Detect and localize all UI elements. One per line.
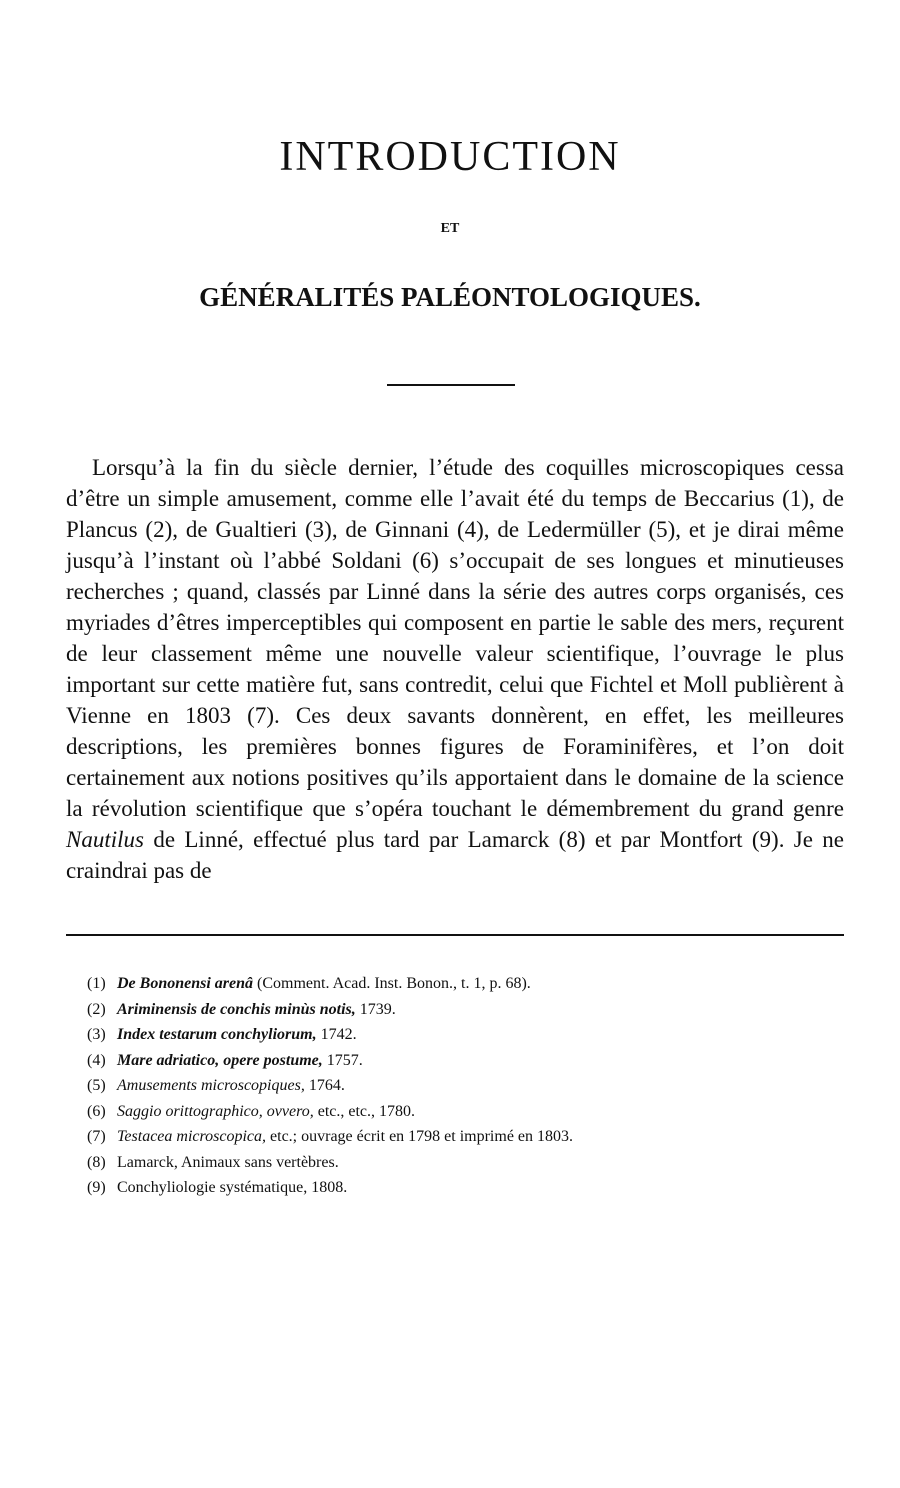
page-subtitle: GÉNÉRALITÉS PALÉONTOLOGIQUES. (199, 282, 701, 312)
genus-name: Nautilus (66, 827, 144, 852)
footnote-text: 1764. (304, 1077, 345, 1094)
footnote-text: etc., etc., 1780. (313, 1102, 416, 1120)
footnote-work-title: Ariminensis de conchis minùs notis, (117, 1000, 356, 1018)
footnote-item (87, 1099, 807, 1125)
title-divider (387, 384, 515, 386)
footnote-work-title: De Bononensi arenâ (117, 975, 254, 992)
footnote-work-title: Amusements microscopiques, (117, 1077, 305, 1094)
footnote-item (87, 1048, 807, 1074)
footnote-list (87, 971, 807, 1201)
body-text-segment-2: de Linné, effectué plus tard par Lamarck (8) et par Montfort (9). Je ne craindrai pas de (66, 827, 845, 883)
footnote-number: (3) (87, 1026, 106, 1043)
footnote-text: 1742. (316, 1026, 357, 1043)
footnote-number: (6) (87, 1102, 106, 1120)
footnote-number: (1) (87, 975, 106, 992)
footnote-work-title: Testacea microscopica, (117, 1128, 267, 1145)
footnote-text: 1757. (322, 1051, 363, 1069)
footnote-item (87, 997, 807, 1023)
footnote-item (87, 1175, 807, 1201)
footnote-separator (66, 934, 844, 936)
footnote-item (87, 1150, 807, 1176)
footnote-text: 1739. (355, 1000, 396, 1018)
footnote-item (87, 1022, 807, 1048)
footnote-text: etc.; ouvrage écrit en 1798 et imprimé en 1803. (266, 1128, 574, 1145)
footnote-text: Conchyliologie systématique, 1808. (117, 1179, 348, 1196)
footnote-number: (5) (87, 1077, 106, 1094)
footnote-number: (8) (87, 1153, 106, 1171)
footnote-number: (9) (87, 1179, 106, 1196)
title-conjunction: ET (440, 221, 460, 236)
body-paragraph (66, 452, 844, 886)
footnote-number: (7) (87, 1128, 106, 1145)
footnote-work-title: Saggio orittographico, ovvero, (117, 1102, 314, 1120)
footnote-work-title: Index testarum conchyliorum, (117, 1026, 317, 1043)
footnote-work-title: Mare adriatico, opere postume, (117, 1051, 323, 1069)
footnote-text: Lamarck, Animaux sans vertèbres. (117, 1153, 339, 1171)
footnote-number: (2) (87, 1000, 106, 1018)
footnote-item (87, 971, 807, 997)
page-title: INTRODUCTION (279, 134, 621, 180)
footnote-number: (4) (87, 1051, 106, 1069)
footnote-text: (Comment. Acad. Inst. Bonon., t. 1, p. 68). (253, 975, 531, 992)
body-text-segment-1: Lorsqu’à la fin du siècle dernier, l’étude des coquilles microscopiques cessa d’être un simple amusement, comme elle l’avait été du temps de Beccarius (1), de Plancus (2), de Gualtieri (3), de Ginnani (4), de Ledermüller (5), et je dirai même jusqu’à l’instant où l’abbé Soldani (6) s’occupait de ses longues et minutieuses recherches ; quand, classés par Linné dans la série des autres corps organisés, ces myriades d’êtres imperceptibles qui composent en partie le sable des mers, reçurent de leur classement même une nouvelle valeur scientifique, l’ouvrage le plus important sur cette matière fut, sans contredit, celui que Fichtel et Moll publièrent à Vienne en 1803 (7). Ces deux savants donnèrent, en effet, les meilleures descriptions, les premières bonnes figures de Foraminifères, et l’on doit certainement aux notions positives qu’ils apportaient dans le domaine de la science la révolution scientifique que s’opéra touchant le démembrement du grand genre (66, 455, 844, 821)
footnote-item (87, 1124, 807, 1150)
footnote-item (87, 1073, 807, 1099)
